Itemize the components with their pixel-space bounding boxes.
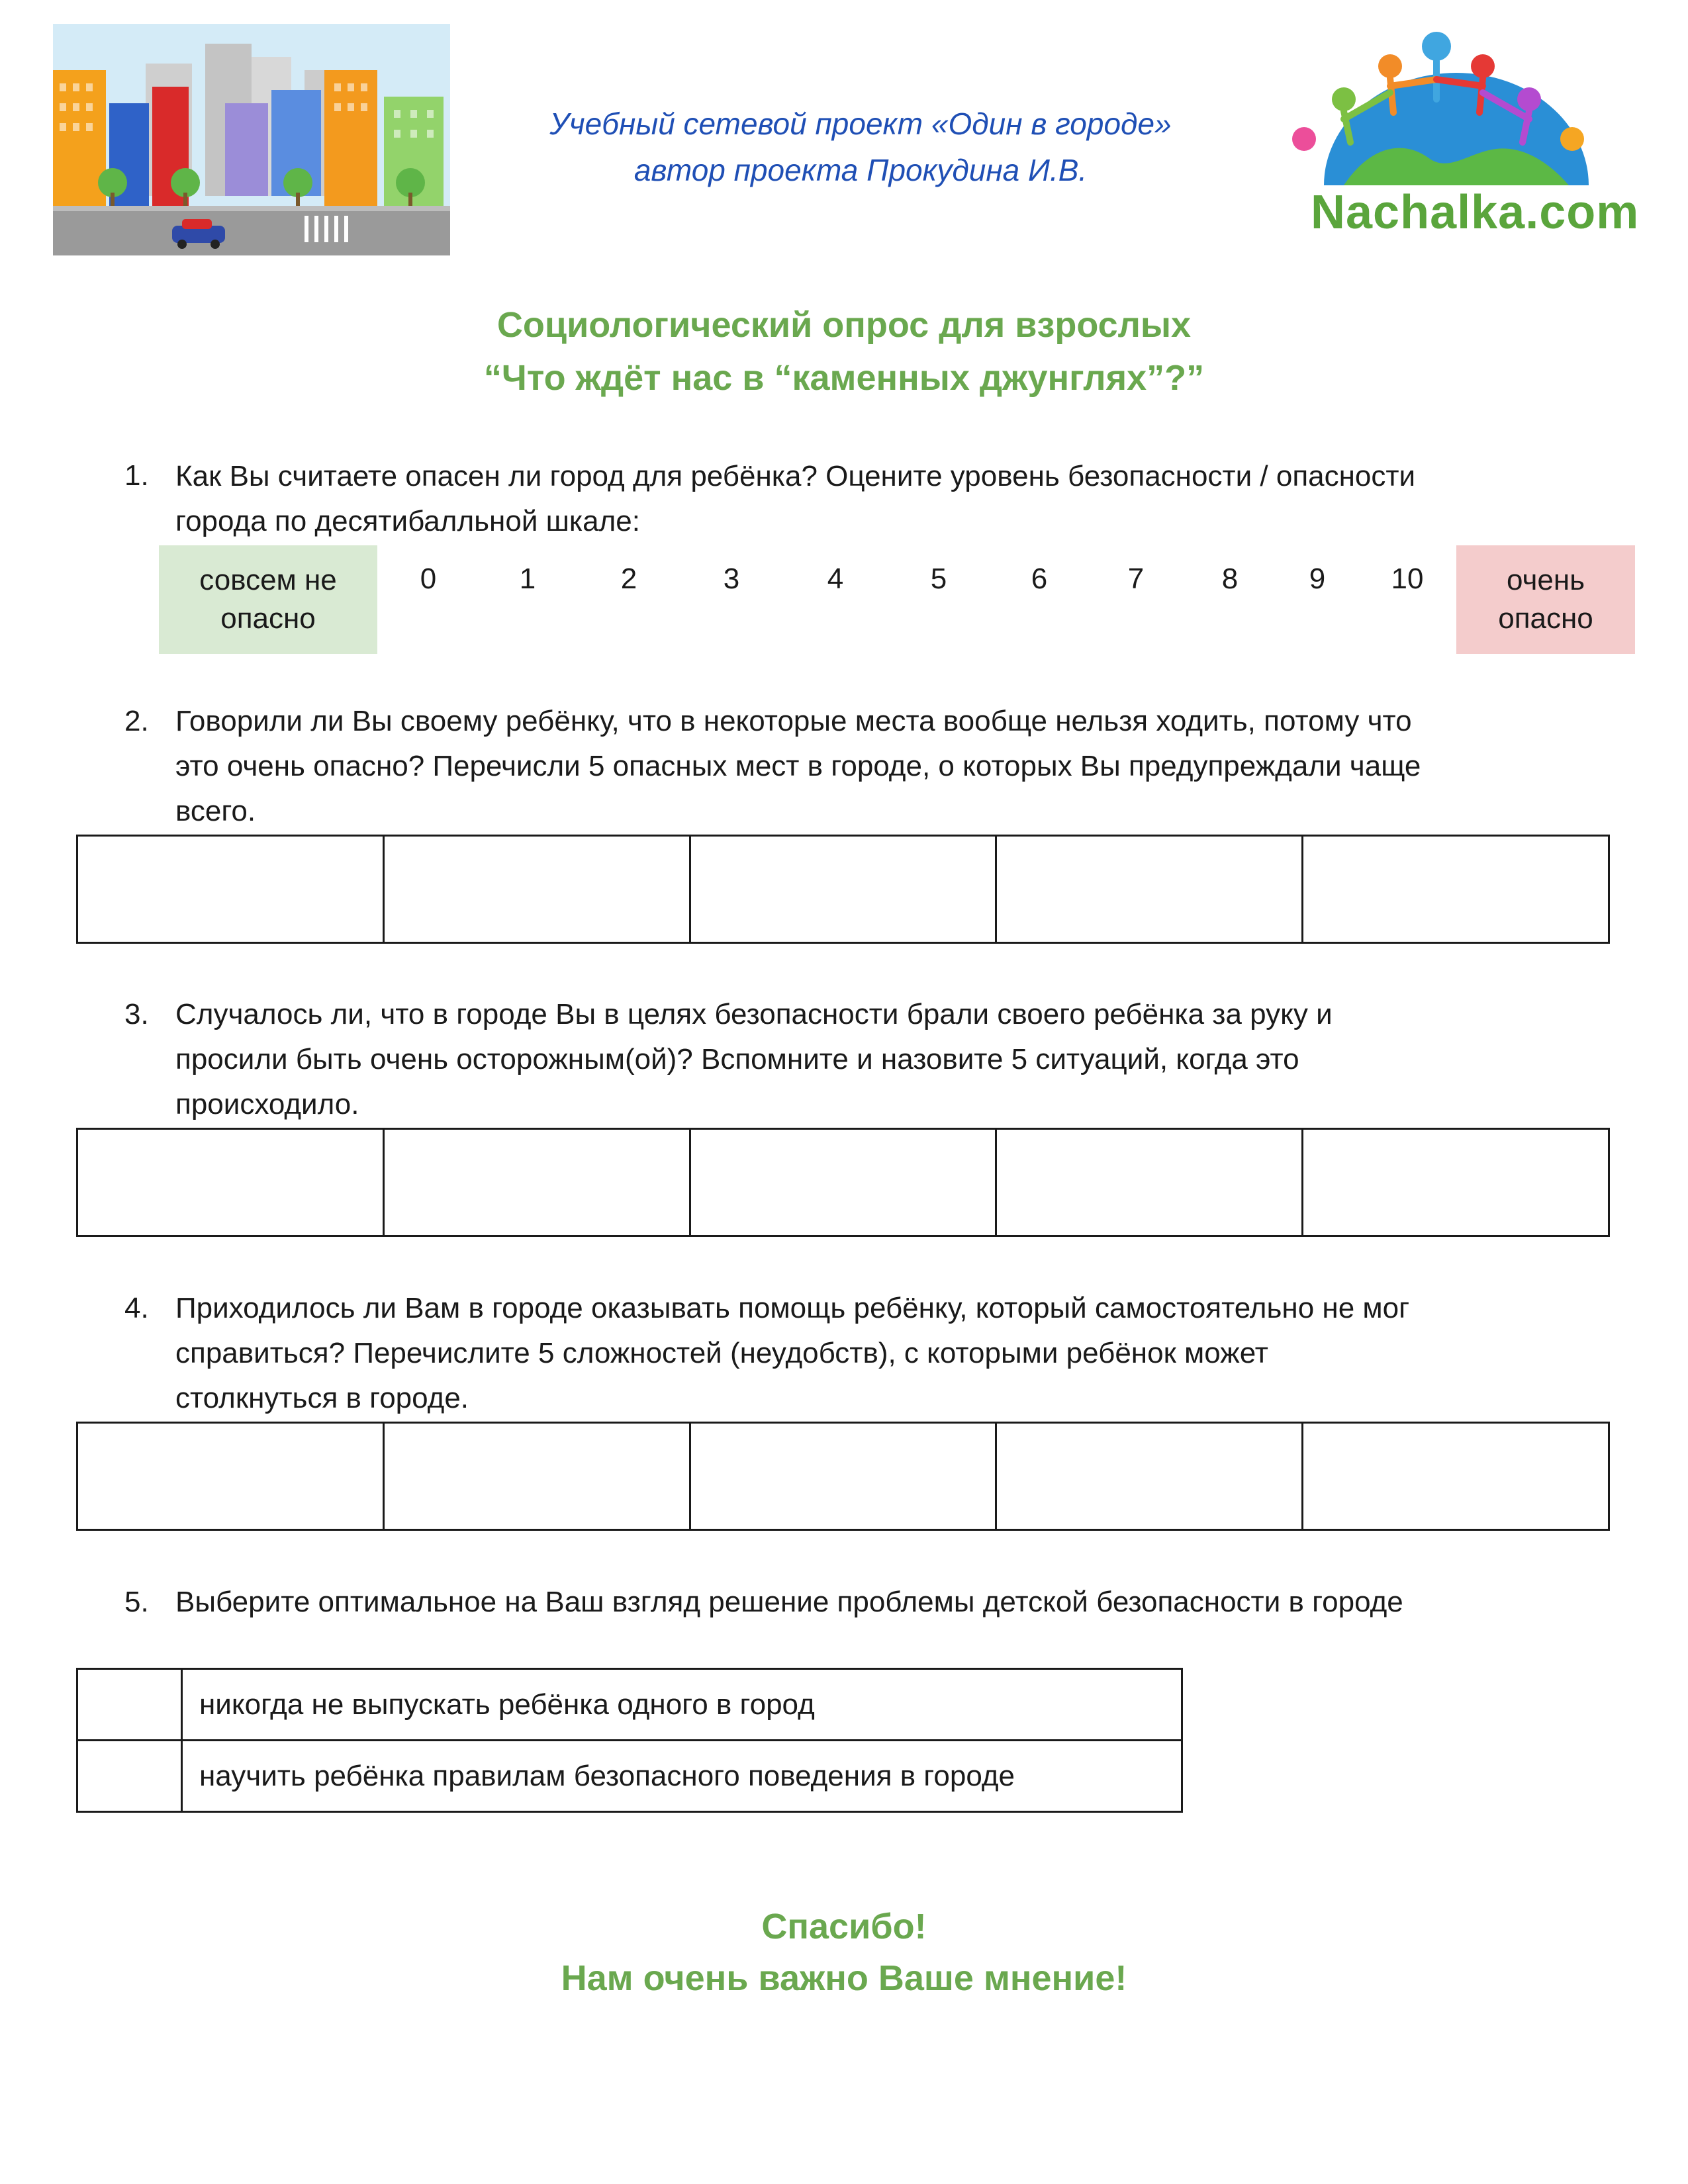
answer-cell[interactable] — [995, 837, 1301, 942]
answer-cell[interactable] — [995, 1424, 1301, 1529]
question-1-line: Как Вы считаете опасен ли город для ребёнка? Оцените уровень безопасности / опасности — [175, 460, 1416, 492]
question-2-text — [175, 699, 1595, 834]
scale-value[interactable]: 0 — [420, 563, 437, 595]
project-line-1: Учебный сетевой проект «Один в городе» — [549, 107, 1172, 141]
option-label: научить ребёнка правилам безопасного поведения в городе — [199, 1759, 1015, 1792]
question-1-number: 1. — [124, 459, 149, 492]
question-4-line: справиться? Перечислите 5 сложностей (неудобств), с которыми ребёнок может — [175, 1337, 1268, 1369]
scale-value[interactable]: 3 — [723, 563, 740, 595]
question-3-line: происходило. — [175, 1088, 359, 1120]
answer-cell[interactable] — [383, 1424, 689, 1529]
question-4-line: столкнуться в городе. — [175, 1382, 469, 1414]
answer-cell[interactable] — [689, 1424, 996, 1529]
question-2-line: Говорили ли Вы своему ребёнку, что в некоторые места вообще нельзя ходить, потому что — [175, 705, 1412, 737]
scale-value[interactable]: 6 — [1031, 563, 1048, 595]
question-4-number: 4. — [124, 1292, 149, 1324]
answer-cell[interactable] — [1301, 1424, 1608, 1529]
answer-grid-q2 — [76, 835, 1610, 944]
question-1-text — [175, 454, 1595, 544]
option-label: никогда не выпускать ребёнка одного в город — [199, 1688, 815, 1721]
scale-value[interactable]: 2 — [620, 563, 637, 595]
answer-cell[interactable] — [383, 837, 689, 942]
scale-label-not-dangerous: совсем не опасно — [159, 545, 377, 654]
option-row — [78, 1739, 1181, 1811]
question-5-text — [175, 1580, 1595, 1625]
answer-grid-q3 — [76, 1128, 1610, 1237]
question-3-text — [175, 992, 1595, 1127]
question-4-text — [175, 1286, 1595, 1421]
answer-cell[interactable] — [995, 1130, 1301, 1235]
scale-value[interactable]: 4 — [827, 563, 844, 595]
answer-cell[interactable] — [1301, 837, 1608, 942]
scale-value[interactable]: 1 — [519, 563, 536, 595]
question-4-line: Приходилось ли Вам в городе оказывать помощь ребёнку, который самостоятельно не мог — [175, 1292, 1410, 1324]
answer-cell[interactable] — [383, 1130, 689, 1235]
question-1-line: города по десятибалльной шкале: — [175, 505, 640, 537]
answer-cell[interactable] — [78, 1424, 383, 1529]
option-checkbox[interactable] — [78, 1741, 183, 1811]
question-3-line: Случалось ли, что в городе Вы в целях безопасности брали своего ребёнка за руку и — [175, 998, 1333, 1030]
project-author: автор проекта Прокудина И.В. — [633, 153, 1088, 187]
scale-value[interactable]: 5 — [930, 563, 947, 595]
city-illustration — [53, 24, 450, 255]
question-5-line: Выберите оптимальное на Ваш взгляд решение проблемы детской безопасности в городе — [175, 1586, 1403, 1618]
answer-cell[interactable] — [78, 1130, 383, 1235]
scale-values — [0, 563, 1688, 602]
answer-grid-q4 — [76, 1422, 1610, 1531]
thanks-message: Нам очень важно Ваше мнение! — [561, 1958, 1127, 1998]
question-5-number: 5. — [124, 1586, 149, 1618]
scale-value[interactable]: 9 — [1309, 563, 1326, 595]
question-2-number: 2. — [124, 705, 149, 737]
answer-cell[interactable] — [689, 837, 996, 942]
option-row — [78, 1670, 1181, 1739]
question-3-number: 3. — [124, 998, 149, 1030]
scale-value[interactable]: 8 — [1221, 563, 1239, 595]
option-checkbox[interactable] — [78, 1670, 183, 1739]
scale-value[interactable]: 7 — [1127, 563, 1145, 595]
scale-value[interactable]: 10 — [1391, 563, 1424, 595]
answer-cell[interactable] — [78, 837, 383, 942]
survey-subtitle: “Что ждёт нас в “каменных джунглях”?” — [483, 358, 1205, 398]
thanks-heading: Спасибо! — [761, 1907, 927, 1946]
survey-title: Социологический опрос для взрослых — [496, 305, 1192, 345]
question-3-line: просили быть очень осторожным(ой)? Вспомните и назовите 5 ситуаций, когда это — [175, 1043, 1299, 1075]
question-2-line: всего. — [175, 795, 256, 827]
scale-label-very-dangerous: очень опасно — [1456, 545, 1635, 654]
options-table — [76, 1668, 1183, 1813]
nachalka-logo — [1271, 20, 1642, 245]
answer-cell[interactable] — [689, 1130, 996, 1235]
logo-text: Nachalka.com — [1311, 186, 1640, 239]
answer-cell[interactable] — [1301, 1130, 1608, 1235]
question-2-line: это очень опасно? Перечисли 5 опасных мест в городе, о которых Вы предупреждали чаще — [175, 750, 1421, 782]
